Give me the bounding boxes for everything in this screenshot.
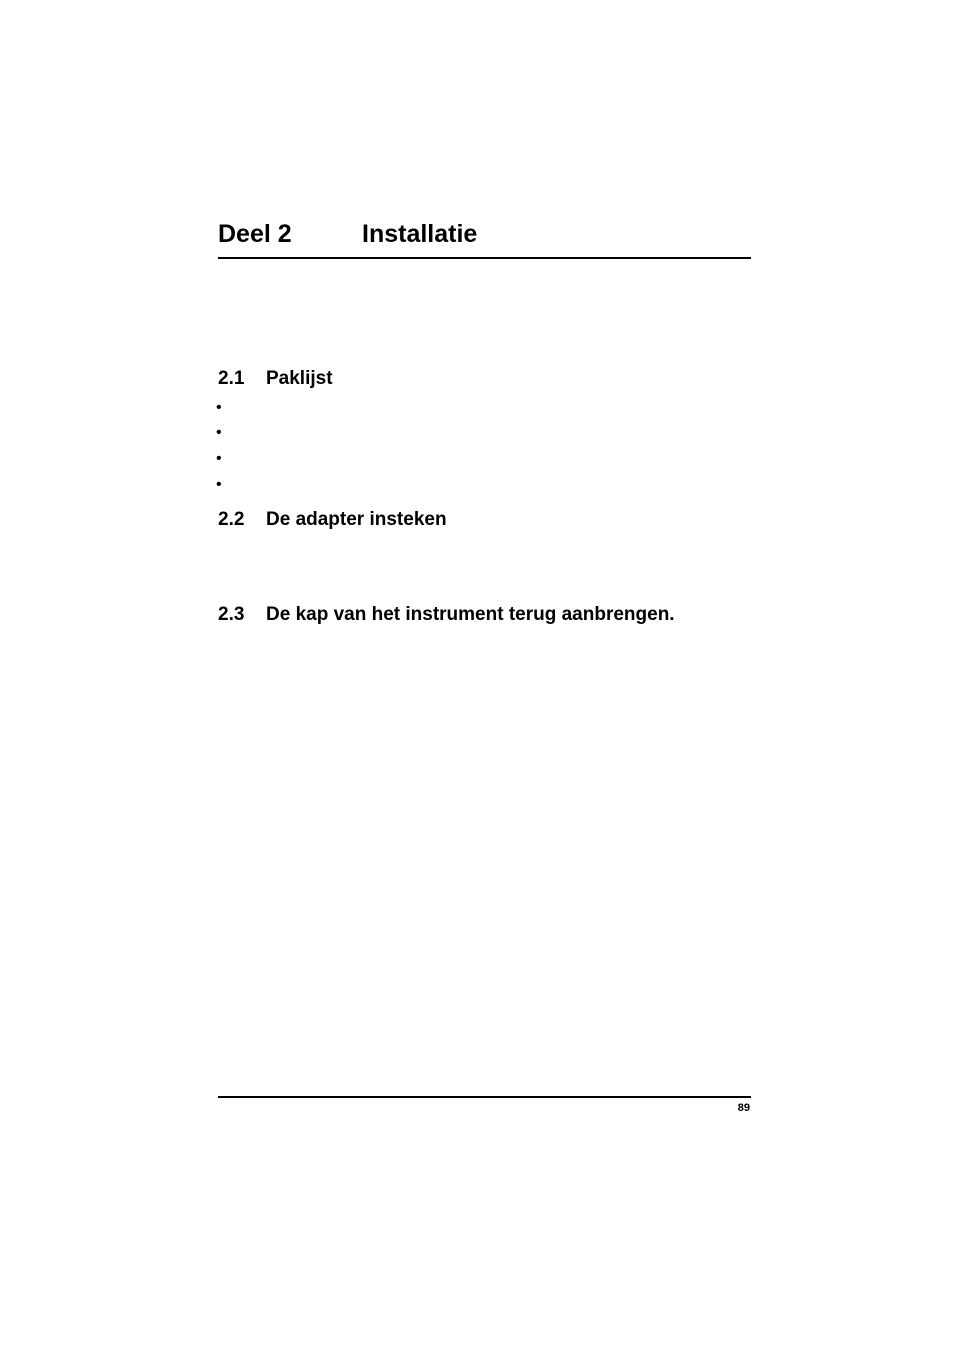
section-number: 2.2 [218, 509, 245, 530]
section-number: 2.1 [218, 368, 245, 389]
header-rule [218, 257, 751, 259]
section-title-paklijst: Paklijst [266, 368, 333, 389]
list-bullet: • [216, 424, 222, 441]
chapter-title: Installatie [362, 220, 478, 248]
section-title-kap: De kap van het instrument terug aanbrengen. [266, 604, 675, 625]
page-number: 89 [737, 1102, 750, 1114]
list-bullet: • [216, 450, 222, 467]
list-bullet: • [216, 476, 222, 493]
chapter-number: Deel 2 [218, 220, 292, 248]
section-title-adapter: De adapter insteken [266, 509, 447, 530]
list-bullet: • [216, 399, 222, 416]
footer-rule [218, 1096, 751, 1098]
section-number: 2.3 [218, 604, 245, 625]
